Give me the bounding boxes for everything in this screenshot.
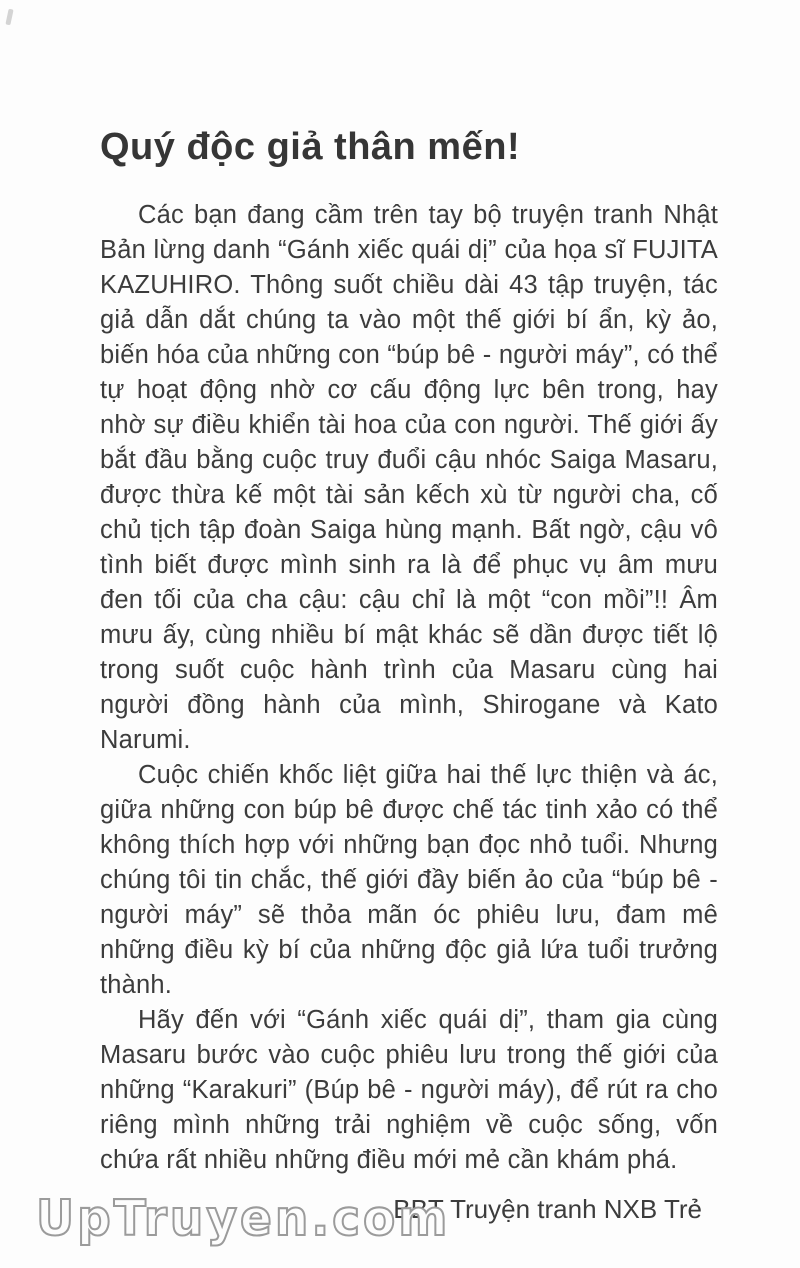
signature: BBT Truyện tranh NXB Trẻ — [393, 1194, 702, 1224]
paragraph-intro: Các bạn đang cầm trên tay bộ truyện tranh Nhật Bản lừng danh “Gánh xiếc quái dị” của họa sĩ FUJITA KAZUHIRO. Thông suốt chiều dài 43 tập truyện, tác giả dẫn dắt chúng ta vào một thế giới bí ẩn, kỳ ảo, biến hóa của những con “búp bê - người máy”, có thể tự hoạt động nhờ cơ cấu động lực bên trong, hay nhờ sự điều khiển tài hoa của con người. Thế giới ấy bắt đầu bằng cuộc truy đuổi cậu nhóc Saiga Masaru, được thừa kế một tài sản kếch xù từ người cha, cố chủ tịch tập đoàn Saiga hùng mạnh. Bất ngờ, cậu vô tình biết được mình sinh ra là để phục vụ âm mưu đen tối của cha cậu: cậu chỉ là một “con mồi”!! Âm mưu ấy, cùng nhiều bí mật khác sẽ dần được tiết lộ trong suốt cuộc hành trình của Masaru cùng hai người đồng hành của mình, Shirogane và Kato Narumi. — [100, 201, 718, 754]
watermark-logo: UpTruyen.com — [36, 1189, 451, 1248]
letter-content — [100, 122, 718, 1227]
paragraph-audience: Cuộc chiến khốc liệt giữa hai thế lực thiện và ác, giữa những con búp bê được chế tác tinh xảo có thể không thích hợp với những bạn đọc nhỏ tuổi. Nhưng chúng tôi tin chắc, thế giới đầy biến ảo của “búp bê - người máy” sẽ thỏa mãn óc phiêu lưu, đam mê những điều kỳ bí của những độc giả lứa tuổi trưởng thành. — [100, 761, 718, 999]
page-title: Quý độc giả thân mến! — [100, 126, 521, 168]
paragraph-invitation: Hãy đến với “Gánh xiếc quái dị”, tham gia cùng Masaru bước vào cuộc phiêu lưu trong thế giới của những “Karakuri” (Búp bê - người máy), để rút ra cho riêng mình những trải nghiệm về cuộc sống, vốn chứa rất nhiều những điều mới mẻ cần khám phá. — [100, 1006, 718, 1174]
scan-artifact — [5, 9, 13, 26]
